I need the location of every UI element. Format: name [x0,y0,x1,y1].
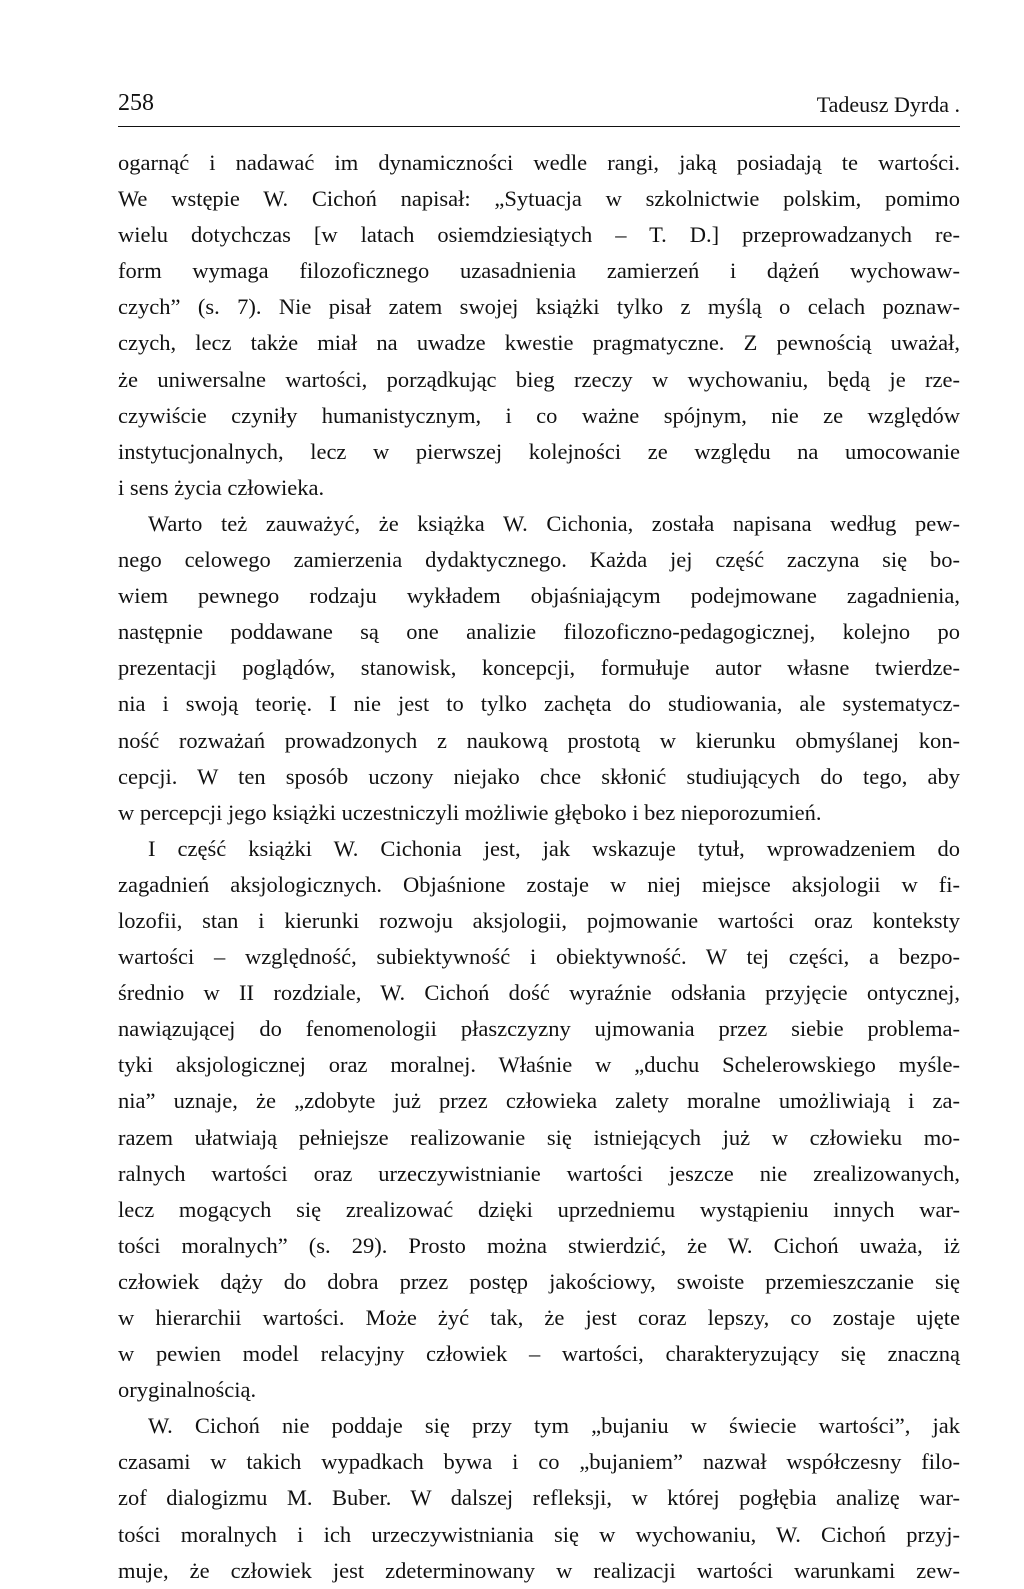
text-line: wielu dotychczas [w latach osiemdziesiątych – T. D.] przeprowadzanych re- [118,222,960,248]
text-line: nia i swoją teorię. I nie jest to tylko zachęta do studiowania, ale systematycz- [118,691,960,717]
text-line: I część książki W. Cichonia jest, jak wskazuje tytuł, wprowadzeniem do [148,835,960,861]
text-line: czywiście czyniły humanistycznym, i co ważne spójnym, nie ze względów [118,402,960,428]
text-line: We wstępie W. Cichoń napisał: „Sytuacja w szkolnictwie polskim, pomimo [118,186,960,212]
text-line: tości moralnych” (s. 29). Prosto można stwierdzić, że W. Cichoń uważa, iż [118,1232,960,1258]
text-line: W. Cichoń nie poddaje się przy tym „bujaniu w świecie wartości”, jak [148,1413,960,1439]
text-line: oryginalnością. [118,1377,257,1403]
page-number: 258 [118,90,154,116]
text-line: cepcji. W ten sposób uczony niejako chce skłonić studiujących do tego, aby [118,763,960,789]
text-line: nawiązującej do fenomenologii płaszczyzny ujmowania przez siebie problema- [118,1016,960,1042]
text-line: człowiek dąży do dobra przez postęp jakościowy, swoiste przemieszczanie się [118,1268,960,1294]
text-line: w pewien model relacyjny człowiek – wartości, charakteryzujący się znaczną [118,1341,960,1367]
text-line: wartości – względność, subiektywność i obiektywność. W tej części, a bezpo- [118,944,960,970]
text-line: ogarnąć i nadawać im dynamiczności wedle rangi, jaką posiadają te wartości. [118,150,960,175]
text-line: w percepcji jego książki uczestniczyli możliwie głęboko i bez nieporozumień. [118,799,822,825]
text-line: że uniwersalne wartości, porządkując bieg rzeczy w wychowaniu, będą je rze- [118,366,960,392]
text-line: form wymaga filozoficznego uzasadnienia zamierzeń i dążeń wychowaw- [118,258,960,284]
text-line: czych” (s. 7). Nie pisał zatem swojej książki tylko z myślą o celach poznaw- [118,294,960,320]
text-line: następnie poddawane są one analizie filozoficzno-pedagogicznej, kolejno po [118,619,960,645]
text-line: tyki aksjologicznej oraz moralnej. Właśnie w „duchu Schelerowskiego myśle- [118,1052,960,1078]
text-line: muje, że człowiek jest zdeterminowany w realizacji wartości warunkami zew- [118,1557,960,1583]
text-line: instytucjonalnych, lecz w pierwszej kolejności ze względu na umocowanie [118,438,960,464]
text-line: średnio w II rozdziale, W. Cichoń dość wyraźnie odsłania przyjęcie ontycznej, [118,980,960,1006]
text-line: w hierarchii wartości. Może żyć tak, że jest coraz lepszy, co zostaje ujęte [118,1305,960,1330]
text-line: tości moralnych i ich urzeczywistniania się w wychowaniu, W. Cichoń przyj- [118,1521,960,1547]
text-line: ność rozważań prowadzonych z naukową prostotą w kierunku obmyślanej kon- [118,727,960,753]
text-line: razem ułatwiają pełniejsze realizowanie się istniejących już w człowieku mo- [118,1124,960,1150]
text-line: czych, lecz także miał na uwadze kwestie pragmatyczne. Z pewnością uważał, [118,330,960,356]
text-line: zof dialogizmu M. Buber. W dalszej refleksji, w której pogłębia analizę war- [118,1485,960,1511]
text-line: lozofii, stan i kierunki rozwoju aksjologii, pojmowanie wartości oraz konteksty [118,907,960,933]
body-text [118,145,960,1589]
running-head-author: Tadeusz Dyrda . [816,92,960,117]
text-line: ralnych wartości oraz urzeczywistnianie wartości jeszcze nie zrealizowanych, [118,1160,960,1186]
text-line: Warto też zauważyć, że książka W. Cichonia, została napisana według pew- [148,510,960,536]
text-line: wiem pewnego rodzaju wykładem objaśniającym podejmowane zagadnienia, [118,583,960,609]
text-line: i sens życia człowieka. [118,474,325,500]
text-line: zagadnień aksjologicznych. Objaśnione zostaje w niej miejsce aksjologii w fi- [118,871,960,897]
text-line: czasami w takich wypadkach bywa i co „bujaniem” nazwał współczesny filo- [118,1449,960,1475]
text-line: prezentacji poglądów, stanowisk, koncepcji, formułuje autor własne twierdze- [118,655,960,681]
page-header [118,86,960,127]
text-line: nego celowego zamierzenia dydaktycznego. Każda jej część zaczyna się bo- [118,547,960,573]
text-line: lecz mogących się zrealizować dzięki uprzedniemu wystąpieniu innych war- [118,1196,960,1222]
text-line: nia” uznaje, że „zdobyte już przez człowieka zalety moralne umożliwiają i za- [118,1088,960,1114]
